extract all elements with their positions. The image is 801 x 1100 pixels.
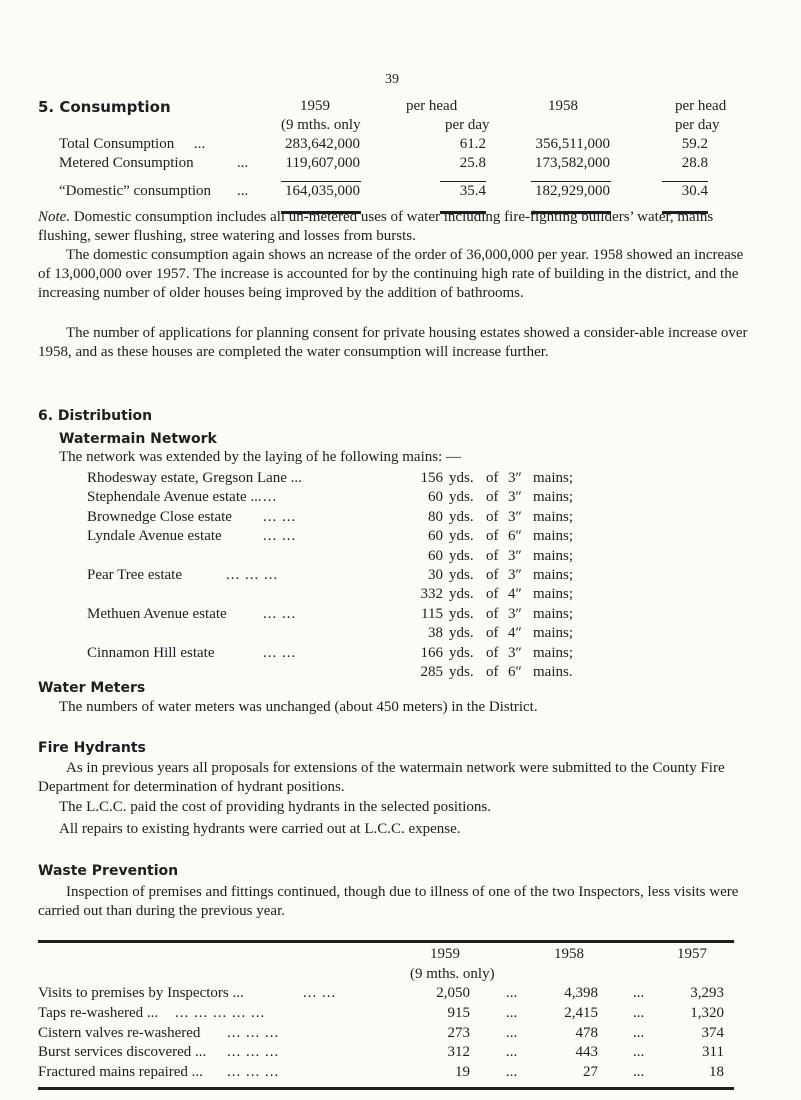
mains-of: of (486, 567, 499, 583)
mains-dots: ... ... ... (226, 567, 279, 583)
col-perhead1-header: per head (406, 98, 458, 114)
hydrants-paragraph: All repairs to existing hydrants were carried out at L.C.C. expense. (59, 821, 461, 837)
mains-size: 3″ (508, 489, 522, 505)
mains-quantity: 332 (420, 586, 443, 602)
mains-suffix: mains; (533, 567, 573, 583)
table-sep-dots: ... (506, 1025, 518, 1041)
rule (281, 181, 361, 182)
mains-estate: Lyndale Avenue estate (87, 528, 222, 544)
table-sep-dots: ... (633, 1025, 645, 1041)
consumption-row-dots: ... (194, 136, 206, 152)
mains-unit: yds. (449, 548, 474, 564)
rule (440, 181, 486, 182)
mains-suffix: mains; (533, 509, 573, 525)
mains-quantity: 60 (428, 489, 443, 505)
note-label: Note. (38, 209, 71, 225)
mains-unit: yds. (449, 470, 474, 486)
mains-unit: yds. (449, 606, 474, 622)
mains-dots: ... ... (263, 606, 297, 622)
consumption-paragraph: The number of applications for planning consent for private housing estates showed a consider-able increase over 1958, and as these houses are completed the water consumption will increase further. (38, 325, 748, 360)
table-cell-1959: 312 (447, 1044, 470, 1060)
mains-size: 6″ (508, 528, 522, 544)
mains-of: of (486, 625, 499, 641)
col-1959-subheader: (9 mths. only (281, 117, 361, 133)
consumption-row-dots: ... (237, 183, 249, 199)
consumption-row-1959: 164,035,000 (285, 183, 360, 199)
rule (531, 181, 611, 182)
mains-dots: ... ... (263, 645, 297, 661)
mains-of: of (486, 664, 499, 680)
mains-size: 4″ (508, 625, 522, 641)
consumption-row-ph1958: 28.8 (681, 155, 708, 171)
consumption-row-1959: 283,642,000 (285, 136, 360, 152)
mains-size: 3″ (508, 567, 522, 583)
mains-suffix: mains. (533, 664, 573, 680)
col-1959-header: 1959 (300, 98, 330, 114)
consumption-row-ph1959: 35.4 (459, 183, 486, 199)
table-cell-1959: 2,050 (436, 985, 470, 1001)
table-cell-1957: 18 (709, 1064, 724, 1080)
mains-suffix: mains; (533, 606, 573, 622)
table-sep-dots: ... (633, 985, 645, 1001)
table-top-rule (38, 940, 734, 943)
table-sep-dots: ... (633, 1064, 645, 1080)
distribution-heading: 6. Distribution (38, 408, 153, 424)
mains-quantity: 60 (428, 548, 443, 564)
mains-unit: yds. (449, 664, 474, 680)
mains-of: of (486, 528, 499, 544)
fire-hydrants-heading: Fire Hydrants (38, 740, 146, 756)
table-col-1959-subheader: (9 mths. only) (410, 966, 495, 982)
mains-unit: yds. (449, 489, 474, 505)
table-row-label: Burst services discovered ... (38, 1044, 207, 1060)
note-paragraph (38, 208, 758, 246)
mains-suffix: mains; (533, 528, 573, 544)
table-sep-dots: ... (506, 1064, 518, 1080)
mains-estate: Stephendale Avenue estate ... (87, 489, 262, 505)
mains-unit: yds. (449, 528, 474, 544)
mains-unit: yds. (449, 586, 474, 602)
water-meters-heading: Water Meters (38, 680, 146, 696)
table-col-1957-header: 1957 (677, 946, 707, 962)
mains-unit: yds. (449, 509, 474, 525)
table-cell-1958: 27 (583, 1064, 598, 1080)
table-cell-1957: 3,293 (690, 985, 724, 1001)
table-sep-dots: ... (633, 1005, 645, 1021)
table-col-1959-header: 1959 (430, 946, 460, 962)
mains-quantity: 156 (420, 470, 443, 486)
consumption-row-1958: 356,511,000 (535, 136, 610, 152)
consumption-paragraph: The domestic consumption again shows an ncrease of the order of 36,000,000 per year. 1958 showed an increase of 13,000,000 over 1957. The increase is accounted for by the continuing high rate of building in the district, and the increasing number of older houses being improved by the addition of bathrooms. (38, 247, 744, 301)
col-perhead2-subheader: per day (675, 117, 720, 133)
mains-quantity: 38 (428, 625, 443, 641)
table-sep-dots: ... (506, 985, 518, 1001)
table-sep-dots: ... (506, 1005, 518, 1021)
mains-suffix: mains; (533, 645, 573, 661)
mains-of: of (486, 606, 499, 622)
table-row-dots: ... ... ... (227, 1064, 280, 1080)
mains-unit: yds. (449, 645, 474, 661)
col-perhead2-header: per head (675, 98, 727, 114)
consumption-row-1958: 173,582,000 (535, 155, 610, 171)
mains-of: of (486, 509, 499, 525)
hydrants-paragraph: The L.C.C. paid the cost of providing hydrants in the selected positions. (59, 799, 492, 815)
consumption-row-ph1958: 59.2 (681, 136, 708, 152)
mains-size: 6″ (508, 664, 522, 680)
mains-dots: ... ... (263, 528, 297, 544)
mains-dots: ... ... (263, 509, 297, 525)
table-sep-dots: ... (506, 1044, 518, 1060)
waste-prevention-heading: Waste Prevention (38, 863, 179, 879)
mains-suffix: mains; (533, 489, 573, 505)
consumption-row-label: Metered Consumption (59, 155, 194, 171)
table-cell-1958: 478 (575, 1025, 598, 1041)
table-cell-1957: 1,320 (690, 1005, 724, 1021)
table-row-dots: ... ... ... (227, 1025, 280, 1041)
consumption-row-ph1958: 30.4 (681, 183, 708, 199)
table-row-label: Cistern valves re-washered (38, 1025, 201, 1041)
mains-unit: yds. (449, 567, 474, 583)
mains-quantity: 60 (428, 528, 443, 544)
col-perhead1-subheader: per day (445, 117, 490, 133)
mains-suffix: mains; (533, 470, 573, 486)
table-row-label: Taps re-washered ... (38, 1005, 159, 1021)
table-cell-1957: 311 (702, 1044, 724, 1060)
rule (662, 181, 708, 182)
table-sep-dots: ... (633, 1044, 645, 1060)
hydrants-paragraph: As in previous years all proposals for extensions of the watermain network were submitted to the County Fire Department for determination of hydrant positions. (38, 760, 725, 795)
mains-estate: Rhodesway estate, Gregson Lane ... (87, 470, 302, 486)
consumption-heading: 5. Consumption (38, 98, 171, 116)
table-bottom-rule (38, 1087, 734, 1090)
note-text: Domestic consumption includes all un-metered uses of water including fire-fighting builders’ water, mains flushing, sewer flushing, stree watering and losses from bursts. (38, 209, 714, 244)
consumption-row-label: “Domestic” consumption (59, 183, 212, 199)
mains-of: of (486, 489, 499, 505)
mains-quantity: 285 (420, 664, 443, 680)
table-row-label: Fractured mains repaired ... (38, 1064, 203, 1080)
col-1958-header: 1958 (548, 98, 578, 114)
consumption-row-dots: ... (237, 155, 249, 171)
consumption-row-1958: 182,929,000 (535, 183, 610, 199)
mains-quantity: 30 (428, 567, 443, 583)
table-row-dots: ... ... ... ... ... (175, 1005, 266, 1021)
mains-estate: Pear Tree estate (87, 567, 182, 583)
table-cell-1958: 4,398 (564, 985, 598, 1001)
mains-suffix: mains; (533, 625, 573, 641)
mains-estate: Methuen Avenue estate (87, 606, 227, 622)
mains-unit: yds. (449, 625, 474, 641)
mains-estate: Cinnamon Hill estate (87, 645, 215, 661)
mains-dots: ... (263, 489, 278, 505)
watermain-intro: The network was extended by the laying of he following mains: — (59, 449, 461, 465)
table-cell-1958: 443 (575, 1044, 598, 1060)
mains-size: 3″ (508, 645, 522, 661)
table-cell-1959: 273 (447, 1025, 470, 1041)
table-cell-1959: 915 (447, 1005, 470, 1021)
consumption-row-1959: 119,607,000 (285, 155, 360, 171)
mains-of: of (486, 470, 499, 486)
watermain-heading: Watermain Network (59, 431, 217, 447)
mains-suffix: mains; (533, 586, 573, 602)
mains-size: 4″ (508, 586, 522, 602)
mains-size: 3″ (508, 548, 522, 564)
mains-size: 3″ (508, 606, 522, 622)
table-cell-1959: 19 (455, 1064, 470, 1080)
water-meters-text: The numbers of water meters was unchanged (about 450 meters) in the District. (59, 699, 538, 715)
mains-quantity: 166 (420, 645, 443, 661)
table-cell-1958: 2,415 (564, 1005, 598, 1021)
table-row-label: Visits to premises by Inspectors ... (38, 985, 244, 1001)
consumption-row-ph1959: 25.8 (459, 155, 486, 171)
mains-quantity: 80 (428, 509, 443, 525)
mains-size: 3″ (508, 509, 522, 525)
consumption-row-ph1959: 61.2 (459, 136, 486, 152)
mains-of: of (486, 645, 499, 661)
mains-suffix: mains; (533, 548, 573, 564)
mains-quantity: 115 (421, 606, 443, 622)
page-number: 39 (385, 72, 399, 87)
mains-estate: Brownedge Close estate (87, 509, 232, 525)
consumption-row-label: Total Consumption (59, 136, 175, 152)
mains-of: of (486, 586, 499, 602)
table-row-dots: ... ... (303, 985, 337, 1001)
table-col-1958-header: 1958 (554, 946, 584, 962)
mains-size: 3″ (508, 470, 522, 486)
table-row-dots: ... ... ... (227, 1044, 280, 1060)
waste-paragraph: Inspection of premises and fittings continued, though due to illness of one of the two Inspectors, less visits were carried out than during the previous year. (38, 884, 739, 919)
mains-of: of (486, 548, 499, 564)
table-cell-1957: 374 (701, 1025, 724, 1041)
